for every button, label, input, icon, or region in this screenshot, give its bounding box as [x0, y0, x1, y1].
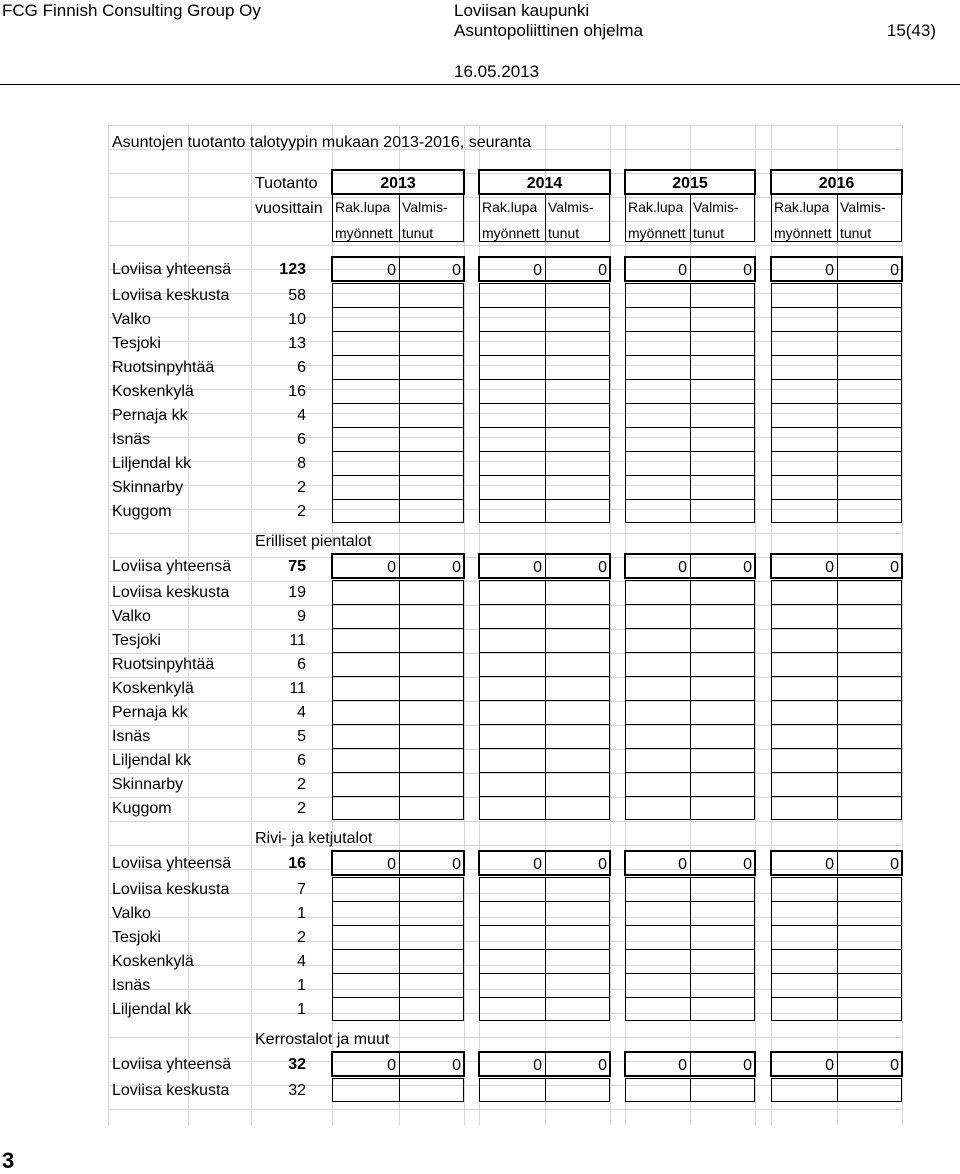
row-name: Tesjoki — [112, 929, 161, 946]
section-title: Rivi- ja ketjutalot — [255, 830, 373, 847]
row-value: 16 — [288, 383, 306, 400]
row-value: 9 — [297, 608, 306, 625]
row-name: Kuggom — [112, 503, 172, 520]
total-cell: 0 — [452, 559, 461, 576]
header-date: 16.05.2013 — [454, 62, 540, 81]
row-name: Liljendal kk — [112, 455, 192, 472]
row-value: 11 — [289, 632, 306, 649]
row-value: 7 — [297, 881, 306, 898]
row-value: 10 — [288, 311, 306, 328]
row-value: 6 — [297, 752, 306, 769]
year-2016: 2016 — [818, 175, 855, 192]
year-2013: 2013 — [380, 175, 416, 192]
row-name: Isnäs — [112, 977, 151, 994]
total-cell: 0 — [890, 262, 899, 279]
row-value: 2 — [297, 929, 306, 946]
total-box — [332, 851, 464, 875]
year-2015: 2015 — [672, 175, 708, 192]
header-program: Asuntopoliittinen ohjelma — [454, 21, 644, 40]
row-name: Loviisa keskusta — [112, 1082, 230, 1099]
total-cell: 0 — [533, 1057, 542, 1074]
sub-tunut: tunut — [693, 225, 725, 241]
total-cell: 0 — [743, 262, 752, 279]
row-value: 32 — [288, 1082, 306, 1099]
sub-rak-lupa: Rak.lupa — [482, 199, 538, 215]
row-name: Loviisa keskusta — [112, 584, 230, 601]
row-value: 2 — [297, 800, 306, 817]
year-2014: 2014 — [526, 175, 563, 192]
row-value: 2 — [297, 479, 306, 496]
total-box — [771, 851, 902, 875]
total-cell: 0 — [387, 1057, 396, 1074]
header-label-tuotanto: Tuotanto — [255, 175, 318, 192]
data-cell-block — [333, 1079, 464, 1102]
sub-rak-lupa: Rak.lupa — [335, 199, 391, 215]
row-name: Pernaja kk — [112, 407, 188, 424]
total-box — [771, 1052, 902, 1076]
row-value: 5 — [297, 728, 306, 745]
total-cell: 0 — [598, 856, 607, 873]
header-city: Loviisan kaupunki — [454, 1, 590, 20]
row-name: Loviisa keskusta — [112, 881, 230, 898]
row-name: Loviisa yhteensä — [112, 1056, 232, 1073]
sub-rak-lupa: Rak.lupa — [774, 199, 830, 215]
row-name: Isnäs — [112, 728, 151, 745]
sub-rak-lupa: Rak.lupa — [628, 199, 684, 215]
section-title: Kerrostalot ja muut — [255, 1031, 390, 1048]
row-name: Liljendal kk — [112, 1001, 192, 1018]
total-cell: 0 — [890, 856, 899, 873]
row-value: 2 — [297, 776, 306, 793]
total-cell: 0 — [678, 262, 687, 279]
row-name: Ruotsinpyhtää — [112, 656, 215, 673]
header-divider — [0, 84, 960, 85]
row-name: Tesjoki — [112, 632, 161, 649]
row-name: Koskenkylä — [112, 383, 194, 400]
row-value: 4 — [297, 953, 306, 970]
total-cell: 0 — [387, 856, 396, 873]
row-name: Tesjoki — [112, 335, 161, 352]
sub-valmis: Valmis- — [840, 199, 886, 215]
spreadsheet-svg — [108, 125, 904, 1125]
row-value: 8 — [297, 455, 306, 472]
header-label-vuosittain: vuosittain — [255, 200, 323, 217]
sub-valmis: Valmis- — [693, 199, 739, 215]
sub-myonnett: myönnett — [774, 225, 832, 241]
sub-tunut: tunut — [840, 225, 872, 241]
sub-myonnett: myönnett — [628, 225, 686, 241]
total-cell: 0 — [890, 1057, 899, 1074]
row-value: 2 — [297, 503, 306, 520]
total-cell: 0 — [452, 856, 461, 873]
row-value: 75 — [288, 558, 306, 575]
sub-myonnett: myönnett — [482, 225, 540, 241]
row-value: 1 — [297, 977, 306, 994]
sub-valmis: Valmis- — [402, 199, 448, 215]
row-name: Koskenkylä — [112, 953, 194, 970]
row-name: Loviisa keskusta — [112, 287, 230, 304]
total-cell: 0 — [678, 1057, 687, 1074]
row-value: 6 — [297, 656, 306, 673]
row-value: 1 — [297, 1001, 306, 1018]
total-cell: 0 — [387, 559, 396, 576]
total-box — [479, 851, 610, 875]
row-value: 4 — [297, 407, 306, 424]
row-value: 123 — [279, 261, 306, 278]
row-value: 16 — [288, 855, 306, 872]
row-name: Isnäs — [112, 431, 151, 448]
sheet-title: Asuntojen tuotanto talotyypin mukaan 2013-2016, seuranta — [112, 134, 531, 151]
row-value: 19 — [288, 584, 306, 601]
row-name: Loviisa yhteensä — [112, 558, 232, 575]
total-cell: 0 — [678, 559, 687, 576]
row-name: Kuggom — [112, 800, 172, 817]
row-name: Pernaja kk — [112, 704, 188, 721]
total-cell: 0 — [598, 559, 607, 576]
row-name: Valko — [112, 608, 151, 625]
total-cell: 0 — [387, 262, 396, 279]
total-cell: 0 — [598, 262, 607, 279]
page-number: 15(43) — [886, 21, 936, 40]
total-cell: 0 — [452, 262, 461, 279]
data-cell-block — [480, 1079, 610, 1102]
header-company: FCG Finnish Consulting Group Oy — [2, 1, 261, 20]
total-box — [479, 1052, 610, 1076]
row-value: 32 — [288, 1056, 306, 1073]
row-name: Skinnarby — [112, 776, 184, 793]
total-cell: 0 — [743, 856, 752, 873]
row-value: 4 — [297, 704, 306, 721]
row-name: Valko — [112, 905, 151, 922]
total-cell: 0 — [890, 559, 899, 576]
row-value: 58 — [288, 287, 306, 304]
sub-tunut: tunut — [402, 225, 434, 241]
total-cell: 0 — [533, 856, 542, 873]
section-title: Erilliset pientalot — [255, 533, 372, 550]
row-value: 6 — [297, 359, 306, 376]
total-cell: 0 — [825, 1057, 834, 1074]
total-cell: 0 — [533, 262, 542, 279]
row-name: Loviisa yhteensä — [112, 855, 232, 872]
total-cell: 0 — [825, 262, 834, 279]
sub-myonnett: myönnett — [335, 225, 393, 241]
total-cell: 0 — [452, 1057, 461, 1074]
total-cell: 0 — [743, 559, 752, 576]
row-value: 13 — [288, 335, 306, 352]
footer-number: 3 — [2, 1148, 15, 1173]
row-name: Valko — [112, 311, 151, 328]
row-name: Loviisa yhteensä — [112, 261, 232, 278]
total-cell: 0 — [598, 1057, 607, 1074]
total-cell: 0 — [743, 1057, 752, 1074]
row-name: Koskenkylä — [112, 680, 194, 697]
total-cell: 0 — [825, 559, 834, 576]
row-name: Ruotsinpyhtää — [112, 359, 215, 376]
row-name: Skinnarby — [112, 479, 184, 496]
total-cell: 0 — [533, 559, 542, 576]
row-value: 11 — [289, 680, 306, 697]
data-cell-block — [772, 1079, 902, 1102]
total-cell: 0 — [678, 856, 687, 873]
spreadsheet-table — [108, 125, 904, 1125]
total-cell: 0 — [825, 856, 834, 873]
sub-tunut: tunut — [548, 225, 580, 241]
sub-valmis: Valmis- — [548, 199, 594, 215]
total-box — [332, 1052, 464, 1076]
row-value: 6 — [297, 431, 306, 448]
row-value: 1 — [297, 905, 306, 922]
row-name: Liljendal kk — [112, 752, 192, 769]
